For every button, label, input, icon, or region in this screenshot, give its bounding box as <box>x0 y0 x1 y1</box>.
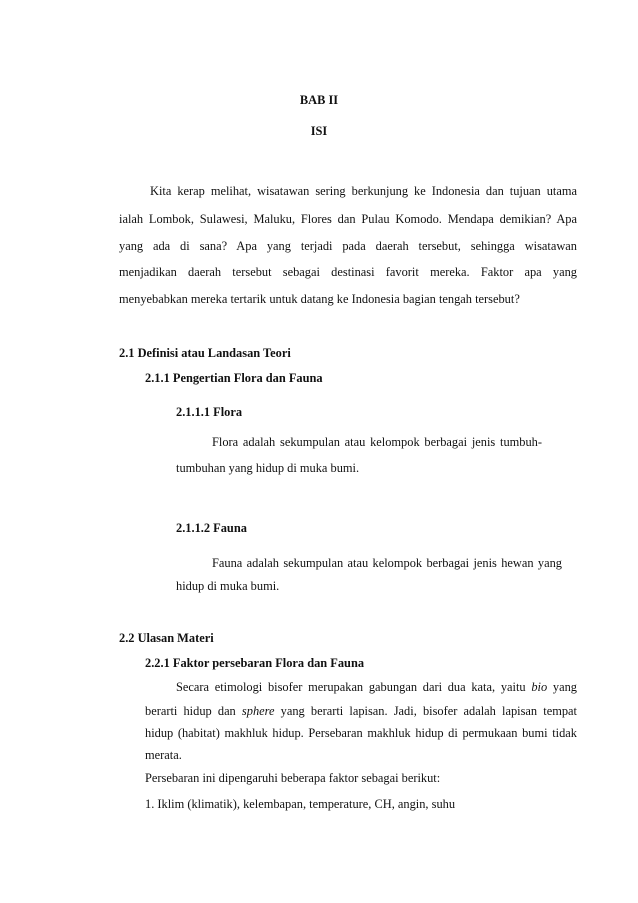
flora-text-line: Flora adalah sekumpulan atau kelompok berbagai jenis tumbuh- <box>212 435 542 449</box>
chapter-number: BAB II <box>299 93 339 107</box>
chapter-title: ISI <box>310 124 328 138</box>
paragraph-line: hidup (habitat) makhluk hidup. Persebaran makhluk hidup di permukaan bumi tidak <box>145 726 577 740</box>
fauna-text-line: hidup di muka bumi. <box>176 579 280 593</box>
intro-line: menyebabkan mereka tertarik untuk datang ke Indonesia bagian tengah tersebut? <box>119 292 520 306</box>
paragraph-line: berarti hidup dan sphere yang berarti lapisan. Jadi, bisofer adalah lapisan tempat <box>145 704 577 718</box>
fauna-text-line: Fauna adalah sekumpulan atau kelompok berbagai jenis hewan yang <box>212 556 562 570</box>
subsubsection-heading: 2.1.1.2 Fauna <box>176 521 247 535</box>
subsection-heading: 2.1.1 Pengertian Flora dan Fauna <box>145 371 323 385</box>
paragraph-line: Secara etimologi bisofer merupakan gabungan dari dua kata, yaitu bio yang <box>176 680 577 694</box>
intro-line: Kita kerap melihat, wisatawan sering berkunjung ke Indonesia dan tujuan utama <box>150 184 577 198</box>
section-heading: 2.2 Ulasan Materi <box>119 631 214 645</box>
intro-line: ialah Lombok, Sulawesi, Maluku, Flores dan Pulau Komodo. Mendapa demikian? Apa <box>119 212 577 226</box>
intro-line: yang ada di sana? Apa yang terjadi pada daerah tersebut, sehingga wisatawan <box>119 239 577 253</box>
paragraph-line: merata. <box>145 748 182 762</box>
section-heading: 2.1 Definisi atau Landasan Teori <box>119 346 291 360</box>
subsubsection-heading: 2.1.1.1 Flora <box>176 405 243 419</box>
intro-line: menjadikan daerah tersebut sebagai destinasi favorit mereka. Faktor apa yang <box>119 265 577 279</box>
flora-text-line: tumbuhan yang hidup di muka bumi. <box>176 461 360 475</box>
paragraph-line: Persebaran ini dipengaruhi beberapa faktor sebagai berikut: <box>145 771 441 785</box>
subsection-heading: 2.2.1 Faktor persebaran Flora dan Fauna <box>145 656 365 670</box>
list-item: 1. Iklim (klimatik), kelembapan, temperature, CH, angin, suhu <box>145 797 456 811</box>
